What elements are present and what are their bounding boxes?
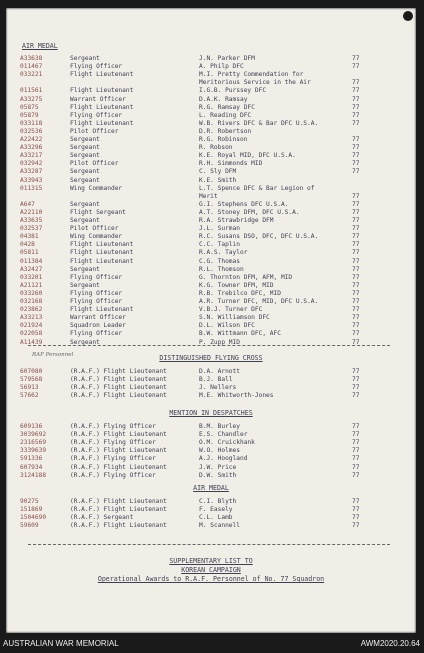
rank: Sergeant — [70, 217, 100, 224]
supplementary-title: SUPPLEMENTARY LIST TO — [169, 557, 253, 565]
award-row — [6, 152, 416, 160]
squadron: 77 — [352, 136, 360, 143]
footer-accession-number: AWM2020.20.64 — [360, 639, 420, 648]
squadron: 77 — [352, 455, 360, 463]
award-row — [6, 282, 416, 290]
service-number: 3039692 — [20, 431, 47, 439]
rank: (R.A.F.) Flight Lieutenant — [70, 384, 167, 392]
award-row — [6, 314, 416, 322]
award-row — [6, 472, 416, 480]
squadron: 77 — [352, 522, 360, 530]
service-number: A22110 — [20, 208, 43, 216]
squadron: 77 — [352, 200, 360, 208]
award-row — [6, 330, 416, 338]
squadron: 77 — [352, 249, 360, 257]
service-number: 033260 — [20, 289, 43, 297]
recipient-name: L. Reading DFC — [199, 111, 252, 119]
service-number: 57662 — [20, 392, 39, 400]
squadron: 77 — [352, 103, 360, 111]
recipient-name: D.W. Smith — [199, 471, 237, 479]
rank: Wing Commander — [70, 184, 123, 192]
divider — [28, 544, 390, 545]
award-row — [6, 136, 416, 144]
service-number: 90275 — [20, 498, 39, 505]
squadron: 77 — [352, 55, 360, 62]
handwritten-note: RAF Personnel — [32, 352, 74, 358]
service-number: A33638 — [20, 55, 43, 62]
service-number: 04381 — [20, 233, 39, 241]
rank: Sergeant — [70, 338, 100, 346]
award-row — [6, 104, 416, 112]
award-row — [6, 339, 416, 347]
service-number: 05811 — [20, 249, 39, 257]
service-number: A11439 — [20, 338, 43, 346]
recipient-name: R. Robson — [199, 144, 233, 152]
squadron: 77 — [352, 463, 360, 471]
award-row — [6, 464, 416, 472]
award-row — [6, 55, 416, 63]
service-number: A33217 — [20, 152, 43, 160]
service-number: A33275 — [20, 95, 43, 103]
award-row — [6, 241, 416, 249]
rank: Pilot Officer — [70, 225, 119, 233]
service-number: A22422 — [20, 136, 43, 143]
punch-hole — [403, 11, 413, 21]
squadron: 77 — [352, 423, 360, 430]
recipient-name: M.E. Whitworth-Jones — [199, 392, 274, 400]
recipient-name: D.L. Wilson DFC — [199, 322, 255, 330]
recipient-name: K.G. Towner DFM, MID — [199, 281, 274, 289]
squadron: 77 — [352, 322, 360, 330]
rank: Wing Commander — [70, 233, 123, 241]
rank: Sergeant — [70, 152, 100, 160]
award-row — [6, 274, 416, 282]
recipient-name: A.T. Stoney DFM, DFC U.S.A. — [199, 208, 300, 216]
recipient-name: A.J. Hoogland — [199, 455, 248, 463]
rank: Sergeant — [70, 281, 100, 289]
squadron: 77 — [352, 368, 360, 375]
recipient-name: L.T. Spence DFC & Bar Legion of — [199, 184, 315, 192]
service-number: A33635 — [20, 217, 43, 224]
squadron: 77 — [352, 447, 360, 455]
award-row — [6, 298, 416, 306]
recipient-name: K.E. Royal MID, DFC U.S.A. — [199, 152, 296, 160]
rank: Sergeant — [70, 136, 100, 143]
service-number: 1504690 — [20, 514, 47, 522]
rank: Flying Officer — [70, 330, 123, 338]
award-row — [6, 144, 416, 152]
squadron: 77 — [352, 281, 360, 289]
service-number: 033221 — [20, 71, 43, 79]
recipient-name: E.S. Chandler — [199, 431, 248, 439]
recipient-name: D.R. Robertson — [199, 127, 252, 135]
squadron: 77 — [352, 257, 360, 265]
award-row — [6, 209, 416, 217]
recipient-name: R.A. Strawbridge DFM — [199, 217, 274, 224]
service-number: 59609 — [20, 522, 39, 530]
supplementary-line: Operational Awards to R.A.F. Personnel of No. 77 Squadron — [97, 575, 325, 583]
service-number: 011315 — [20, 184, 43, 192]
service-number: A33213 — [20, 314, 43, 322]
recipient-name: K.E. Smith — [199, 176, 237, 184]
recipient-name: V.B.J. Turner DFC — [199, 306, 263, 314]
rank: Sergeant — [70, 265, 100, 273]
service-number: 033201 — [20, 273, 43, 281]
service-number: A33943 — [20, 176, 43, 184]
service-number: 56913 — [20, 384, 39, 392]
recipient-name: C.G. Thomas — [199, 257, 240, 265]
squadron: 77 — [352, 168, 360, 176]
section-header: MENTION IN DESPATCHES — [169, 409, 253, 417]
award-row — [6, 185, 416, 193]
award-row — [6, 79, 416, 87]
footer-bar — [0, 639, 424, 653]
squadron: 77 — [352, 498, 360, 505]
recipient-name: C.I. Blyth — [199, 498, 237, 505]
squadron: 77 — [352, 384, 360, 392]
rank: (R.A.F.) Flight Lieutenant — [70, 463, 167, 471]
rank: Flight Lieutenant — [70, 257, 134, 265]
recipient-name: S.N. Williamson DFC — [199, 314, 270, 322]
rank: Squadron Leader — [70, 322, 126, 330]
award-row — [6, 290, 416, 298]
award-row — [6, 522, 416, 530]
award-row — [6, 498, 416, 506]
service-number: 05879 — [20, 111, 39, 119]
service-number: 011467 — [20, 63, 43, 71]
service-number: 579568 — [20, 376, 43, 384]
recipient-name: C.C. Taplin — [199, 241, 240, 249]
recipient-name: B.J. Ball — [199, 376, 233, 384]
service-number: 032942 — [20, 160, 43, 168]
supplementary-subtitle: KOREAN CAMPAIGN — [181, 566, 241, 574]
rank: Pilot Officer — [70, 160, 119, 168]
award-row — [6, 217, 416, 225]
service-number: A21121 — [20, 281, 43, 289]
squadron: 77 — [352, 225, 360, 233]
squadron: 77 — [352, 119, 360, 127]
recipient-name: G.I. Stephens DFC U.S.A. — [199, 200, 289, 208]
rank: (R.A.F.) Flying Officer — [70, 423, 156, 430]
recipient-name: R.L. Thomson — [199, 265, 244, 273]
award-row — [6, 112, 416, 120]
rank: Flying Officer — [70, 111, 123, 119]
service-number: 032168 — [20, 298, 43, 305]
recipient-name: R.C. Susans DSO, DFC, DFC U.S.A. — [199, 233, 319, 241]
rank: (R.A.F.) Flying Officer — [70, 439, 156, 447]
award-row — [6, 128, 416, 136]
squadron: 77 — [352, 273, 360, 281]
service-number: 3339639 — [20, 447, 47, 455]
award-row — [6, 506, 416, 514]
service-number: 0428 — [20, 241, 35, 249]
recipient-name: W.B. Rivers DFC & Bar DFC U.S.A. — [199, 119, 319, 127]
service-number: 607080 — [20, 368, 43, 375]
recipient-name: M.I. Pretty Commendation for — [199, 71, 304, 79]
service-number: 609136 — [20, 423, 43, 430]
rank: (R.A.F.) Flight Lieutenant — [70, 376, 167, 384]
rank: Sergeant — [70, 168, 100, 176]
award-row — [6, 392, 416, 400]
footer-institution: AUSTRALIAN WAR MEMORIAL — [3, 639, 119, 648]
service-number: A647 — [20, 200, 35, 208]
rank: Flight Lieutenant — [70, 87, 134, 95]
squadron: 77 — [352, 392, 360, 400]
squadron: 77 — [352, 111, 360, 119]
rank: (R.A.F.) Sergeant — [70, 514, 134, 522]
rank: (R.A.F.) Flight Lieutenant — [70, 392, 167, 400]
rank: Flight Lieutenant — [70, 306, 134, 314]
recipient-name: D.A. Arnott — [199, 368, 240, 375]
award-row — [6, 249, 416, 257]
service-number: 3124188 — [20, 471, 47, 479]
squadron: 77 — [352, 314, 360, 322]
recipient-name: R.G. Ramsay DFC — [199, 103, 255, 111]
rank: Flight Lieutenant — [70, 249, 134, 257]
recipient-name: R.G. Robinson — [199, 136, 248, 143]
rank: Warrant Officer — [70, 95, 126, 103]
award-row — [6, 71, 416, 79]
rank: Flight Lieutenant — [70, 71, 134, 79]
service-number: 05875 — [20, 103, 39, 111]
rank: (R.A.F.) Flight Lieutenant — [70, 506, 167, 514]
rank: (R.A.F.) Flight Lieutenant — [70, 522, 167, 530]
service-number: 032536 — [20, 127, 43, 135]
squadron: 77 — [352, 506, 360, 514]
award-row — [6, 193, 416, 201]
recipient-name: A.R. Turner DFC, MID, DFC U.S.A. — [199, 298, 319, 305]
award-row — [6, 258, 416, 266]
rank: Flight Lieutenant — [70, 119, 134, 127]
squadron: 77 — [352, 514, 360, 522]
rank: Flight Lieutenant — [70, 241, 134, 249]
award-row — [6, 447, 416, 455]
recipient-name: C.L. Lamb — [199, 514, 233, 522]
award-row — [6, 514, 416, 522]
squadron: 77 — [352, 192, 360, 200]
recipient-name: W.O. Holmes — [199, 447, 240, 455]
squadron: 77 — [352, 208, 360, 216]
recipient-name: P. Zupp MID — [199, 338, 240, 346]
recipient-name: D.A.K. Ramsay — [199, 95, 248, 103]
award-row — [6, 384, 416, 392]
rank: (R.A.F.) Flying Officer — [70, 455, 156, 463]
rank: Sergeant — [70, 55, 100, 62]
squadron: 77 — [352, 338, 360, 346]
squadron: 77 — [352, 241, 360, 249]
service-number: 011561 — [20, 87, 43, 95]
recipient-name: I.G.B. Purssey DFC — [199, 87, 267, 95]
award-row — [6, 96, 416, 104]
award-row — [6, 376, 416, 384]
rank: Warrant Officer — [70, 314, 126, 322]
service-number: 023862 — [20, 306, 43, 314]
section-header: AIR MEDAL — [193, 484, 229, 492]
document-page — [6, 8, 416, 633]
award-row — [6, 168, 416, 176]
recipient-name: G. Thornton DFM, AFM, MID — [199, 273, 293, 281]
squadron: 77 — [352, 265, 360, 273]
rank: Flying Officer — [70, 273, 123, 281]
recipient-name: J.N. Parker DFM — [199, 55, 255, 62]
award-row — [6, 431, 416, 439]
section-header: DISTINGUISHED FLYING CROSS — [159, 354, 263, 362]
recipient-name: B.M. Burley — [199, 423, 240, 430]
service-number: 011384 — [20, 257, 43, 265]
award-row — [6, 423, 416, 431]
squadron: 77 — [352, 217, 360, 224]
squadron: 77 — [352, 431, 360, 439]
service-number: 021924 — [20, 322, 43, 330]
squadron: 77 — [352, 95, 360, 103]
award-row — [6, 266, 416, 274]
recipient-name: O.M. Cruickhank — [199, 439, 255, 447]
recipient-name: M. Scannell — [199, 522, 240, 530]
rank: (R.A.F.) Flight Lieutenant — [70, 368, 167, 375]
service-number: A33296 — [20, 144, 43, 152]
squadron: 77 — [352, 376, 360, 384]
rank: (R.A.F.) Flight Lieutenant — [70, 498, 167, 505]
squadron: 77 — [352, 439, 360, 447]
recipient-name: J. Nellers — [199, 384, 237, 392]
service-number: 033118 — [20, 119, 43, 127]
rank: Flight Sergeant — [70, 208, 126, 216]
award-row — [6, 160, 416, 168]
rank: Sergeant — [70, 144, 100, 152]
squadron: 77 — [352, 289, 360, 297]
award-row — [6, 201, 416, 209]
recipient-name: R.H. Simmonds MID — [199, 160, 263, 168]
rank: Flying Officer — [70, 298, 123, 305]
rank: (R.A.F.) Flight Lieutenant — [70, 431, 167, 439]
service-number: 2316569 — [20, 439, 47, 447]
rank: Sergeant — [70, 200, 100, 208]
award-row — [6, 177, 416, 185]
service-number: 032537 — [20, 225, 43, 233]
squadron: 77 — [352, 63, 360, 71]
award-row — [6, 233, 416, 241]
squadron: 77 — [352, 330, 360, 338]
rank: (R.A.F.) Flight Lieutenant — [70, 447, 167, 455]
award-row — [6, 225, 416, 233]
recipient-name: J.W. Price — [199, 463, 237, 471]
recipient-name: Merit — [199, 192, 218, 200]
service-number: 591336 — [20, 455, 43, 463]
squadron: 77 — [352, 298, 360, 305]
squadron: 77 — [352, 160, 360, 168]
recipient-name: J.L. Surman — [199, 225, 240, 233]
service-number: A32427 — [20, 265, 43, 273]
rank: Flying Officer — [70, 289, 123, 297]
award-row — [6, 87, 416, 95]
award-row — [6, 455, 416, 463]
rank: Flight Lieutenant — [70, 103, 134, 111]
recipient-name: A. Philp DFC — [199, 63, 244, 71]
rank: Pilot Officer — [70, 127, 119, 135]
award-row — [6, 120, 416, 128]
award-row — [6, 322, 416, 330]
service-number: A33287 — [20, 168, 43, 176]
rank: (R.A.F.) Flying Officer — [70, 471, 156, 479]
service-number: 022058 — [20, 330, 43, 338]
squadron: 77 — [352, 306, 360, 314]
rank: Sergeant — [70, 176, 100, 184]
squadron: 77 — [352, 152, 360, 160]
squadron: 77 — [352, 471, 360, 479]
recipient-name: C. Sly DFM — [199, 168, 237, 176]
recipient-name: R.B. Trebilco DFC, MID — [199, 289, 281, 297]
rank: Flying Officer — [70, 63, 123, 71]
award-row — [6, 439, 416, 447]
recipient-name: B.W. Wittmann DFC, AFC — [199, 330, 281, 338]
squadron: 77 — [352, 79, 360, 87]
section-header-air-medal: AIR MEDAL — [22, 42, 58, 50]
recipient-name: F. Easely — [199, 506, 233, 514]
award-row — [6, 63, 416, 71]
award-row — [6, 368, 416, 376]
service-number: 151869 — [20, 506, 43, 514]
squadron: 77 — [352, 144, 360, 152]
squadron: 77 — [352, 233, 360, 241]
squadron: 77 — [352, 87, 360, 95]
service-number: 607934 — [20, 463, 43, 471]
recipient-name: R.A.S. Taylor — [199, 249, 248, 257]
award-row — [6, 306, 416, 314]
recipient-name: Meritorious Service in the Air — [199, 79, 311, 87]
